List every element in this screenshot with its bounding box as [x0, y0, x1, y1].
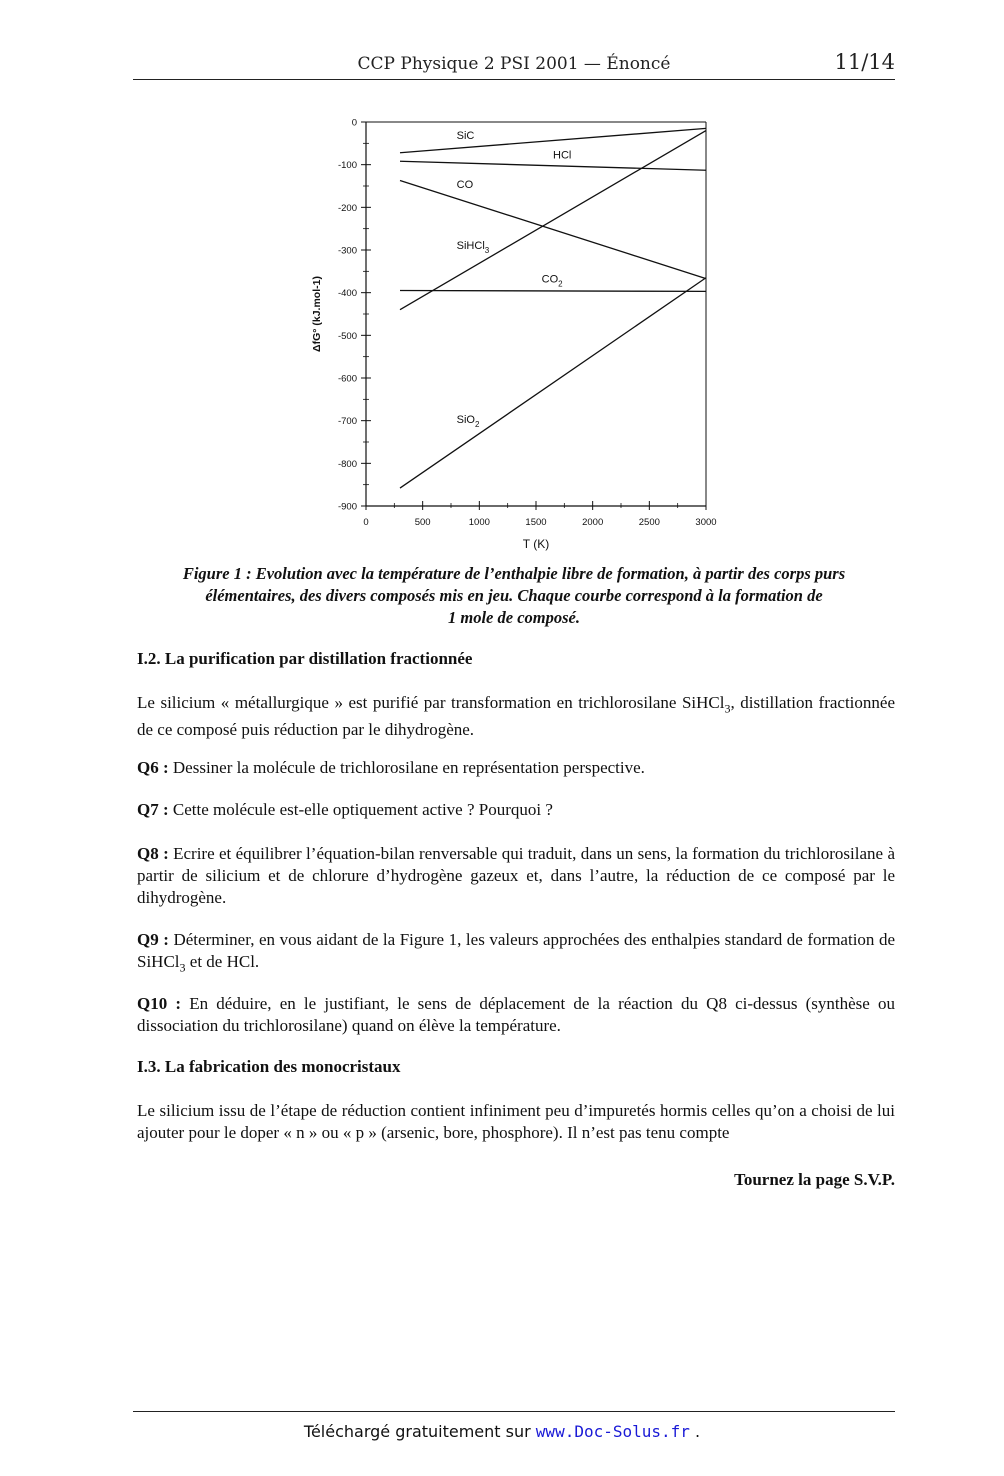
- page-header: [133, 50, 895, 80]
- x-tick-label: 1500: [525, 517, 547, 528]
- y-tick-label: -600: [337, 373, 357, 385]
- caption-line-2: élémentaires, des divers composés mis en jeu. Chaque courbe correspond à la formation de: [205, 586, 823, 605]
- footer: [0, 1422, 1004, 1441]
- series-label-SiHCl3: SiHCl$_3$: [456, 240, 490, 256]
- header-rule: [133, 79, 895, 80]
- q9-label: Q9 :: [137, 930, 169, 949]
- y-tick-label: -900: [337, 501, 357, 513]
- x-axis-label: T (K): [522, 537, 550, 551]
- q7-label: Q7 :: [137, 800, 169, 819]
- footer-prefix: Téléchargé gratuitement sur: [303, 1422, 536, 1441]
- q8-label: Q8 :: [137, 844, 169, 863]
- y-tick-label: -200: [337, 202, 357, 214]
- series-line-HCl: [400, 161, 706, 170]
- series-label-SiO2: SiO$_2$: [456, 414, 480, 430]
- x-tick-label: 500: [414, 517, 431, 528]
- intro-subscript: 3: [724, 701, 731, 716]
- footer-rule: [133, 1411, 895, 1412]
- intro-paragraph: [137, 692, 895, 741]
- question-q6: [137, 757, 895, 779]
- x-tick-label: 3000: [695, 517, 717, 528]
- question-q9: [137, 929, 895, 978]
- footer-link[interactable]: www.Doc-Solus.fr: [535, 1422, 690, 1441]
- q7-text: Cette molécule est-elle optiquement active ? Pourquoi ?: [168, 800, 553, 819]
- y-tick-label: -800: [337, 458, 357, 470]
- q10-label: Q10 :: [137, 994, 182, 1013]
- header-title: CCP Physique 2 PSI 2001 — Énoncé: [357, 54, 671, 74]
- q6-label: Q6 :: [137, 758, 169, 777]
- series-label-CO2: $CO_2$: [541, 273, 563, 289]
- x-tick-label: 2000: [582, 517, 604, 528]
- series-line-CO: [400, 180, 706, 278]
- y-tick-label: -500: [337, 330, 357, 342]
- series-line-SiO2: [400, 278, 706, 488]
- y-tick-label: -300: [337, 245, 357, 257]
- question-q8: [137, 843, 895, 909]
- intro-text-1: Le silicium « métallurgique » est purifié par transformation en trichlorosilane SiHCl: [137, 693, 725, 712]
- y-tick-label: -400: [337, 288, 357, 300]
- q9-text-1: Déterminer, en vous aidant de la Figure 1, les valeurs approchées des enthalpies standard de formation de SiHCl: [137, 930, 896, 971]
- last-paragraph: Le silicium issu de l’étape de réduction contient infiniment peu d’impuretés hormis celles qu’on a choisi de lui ajouter pour le doper « n » ou « p » (arsenic, bore, phosphore). Il n’est pas tenu compte: [137, 1101, 895, 1142]
- q8-text: Ecrire et équilibrer l’équation-bilan renversable qui traduit, dans un sens, la formation du trichlorosilane à partir de silicium et de chlorure d’hydrogène gazeux et, dans l’autre, la réduction de ce composé par le dihydrogène.: [137, 844, 895, 907]
- series-label-CO: CO: [456, 179, 474, 192]
- section-heading-i3: I.3. La fabrication des monocristaux: [137, 1057, 401, 1076]
- figure-caption: [110, 563, 918, 629]
- q10-text: En déduire, en le justifiant, le sens de déplacement de la réaction du Q8 ci-dessus (synthèse ou dissociation du trichlorosilane) quand on élève la température.: [137, 994, 895, 1035]
- q6-text: Dessiner la molécule de trichlorosilane en représentation perspective.: [168, 758, 645, 777]
- intro-text-2: , distillation fractionnée de ce composé puis réduction par le dihydrogène.: [137, 693, 895, 740]
- section-heading-i2: I.2. La purification par distillation fractionnée: [137, 649, 473, 668]
- question-q10: [137, 993, 895, 1037]
- y-tick-label: -700: [337, 416, 357, 428]
- question-q7: [137, 799, 895, 821]
- page-number: 11/14: [834, 50, 895, 74]
- y-axis-label: ΔfG° (kJ.mol-1): [311, 276, 323, 352]
- caption-line-1: Figure 1 : Evolution avec la température de l’enthalpie libre de formation, à partir des corps purs: [182, 564, 846, 583]
- series-label-SiC: SiC: [456, 130, 475, 143]
- series-label-HCl: HCl: [553, 149, 572, 162]
- turn-page-note: Tournez la page S.V.P.: [734, 1170, 895, 1189]
- x-tick-label: 1000: [468, 517, 490, 528]
- gibbs-energy-chart: [300, 108, 730, 558]
- q9-subscript: 3: [179, 960, 186, 975]
- x-tick-label: 2500: [638, 517, 660, 528]
- footer-suffix: .: [689, 1422, 701, 1441]
- caption-line-3: 1 mole de composé.: [448, 608, 580, 627]
- y-tick-label: 0: [351, 117, 357, 129]
- x-tick-label: 0: [363, 517, 369, 528]
- q9-text-2: et de HCl.: [185, 952, 260, 971]
- series-line-CO2: [400, 291, 706, 292]
- y-tick-label: -100: [337, 160, 357, 172]
